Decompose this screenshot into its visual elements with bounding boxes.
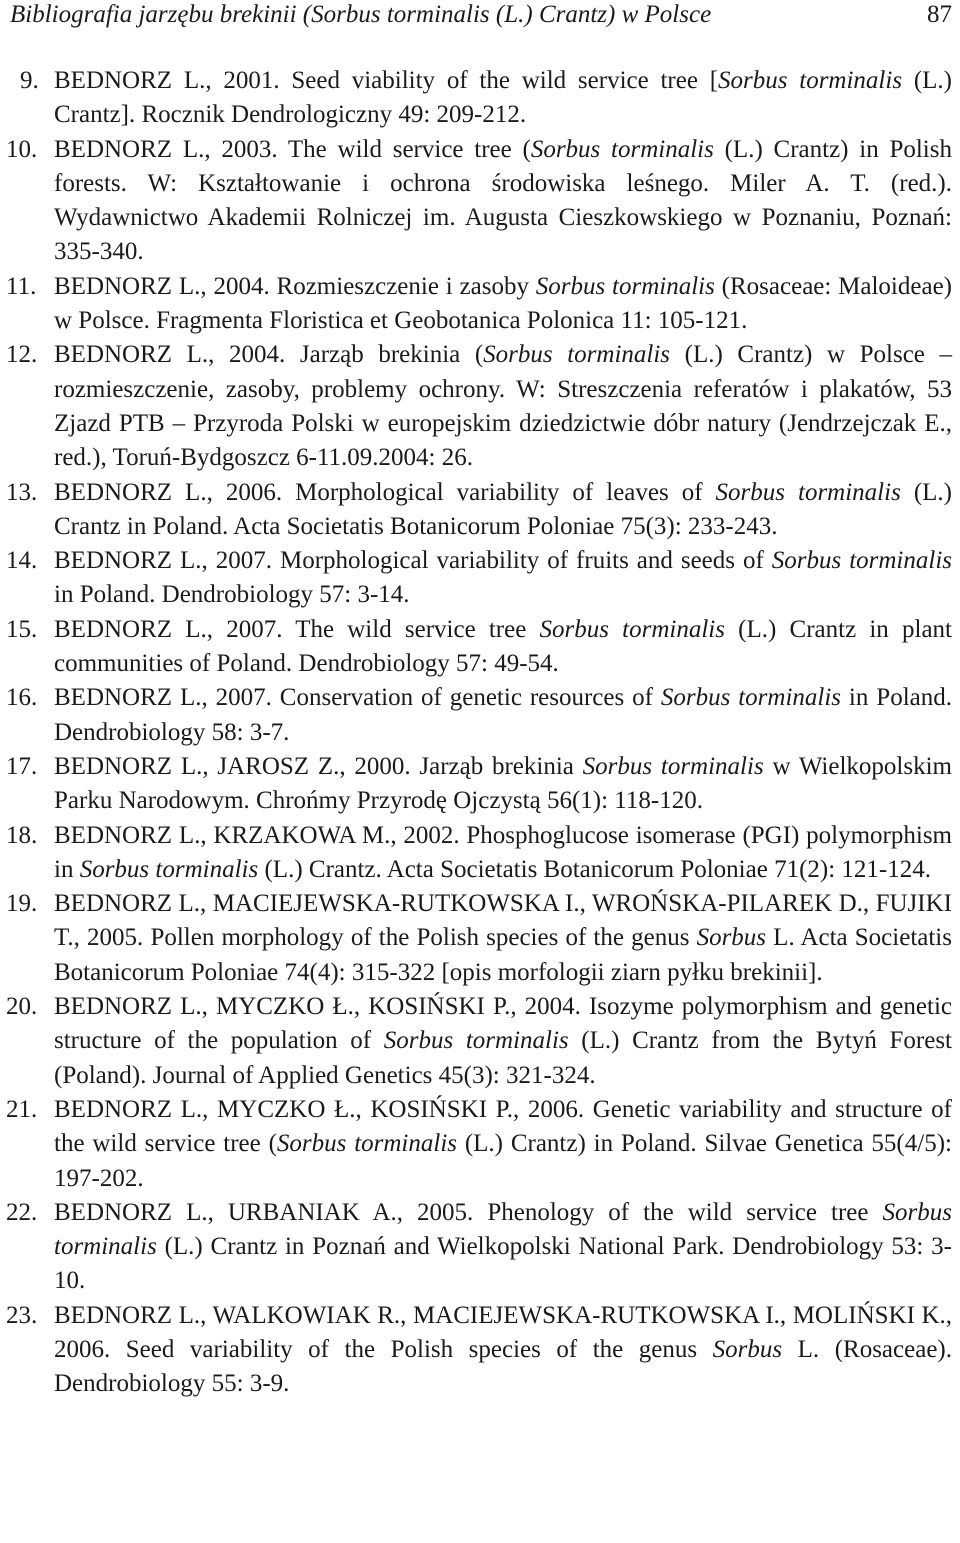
reference-number: 20. [6, 993, 38, 1021]
species-name: Sorbus torminalis [771, 547, 952, 575]
species-name: Sorbus torminalis [660, 684, 842, 712]
reference-entry [6, 990, 952, 1093]
species-name: Sorbus torminalis [715, 478, 901, 506]
reference-entry [6, 544, 952, 613]
reference-text: BEDNORZ L., MYCZKO Ł., KOSIŃSKI P., 2006. Genetic variability and structure of the wild service tree ( [54, 1095, 952, 1158]
reference-number: 16. [6, 684, 38, 712]
reference-number: 21. [6, 1095, 38, 1123]
reference-text: BEDNORZ L., 2003. The wild service tree ( [54, 135, 531, 163]
species-name: Sorbus torminalis [383, 1027, 569, 1055]
reference-text: BEDNORZ L., 2001. Seed viability of the wild service tree [ [54, 67, 719, 94]
reference-entry [6, 1196, 952, 1299]
species-name: Sorbus torminalis [535, 272, 715, 300]
reference-text: BEDNORZ L., 2006. Morphological variability of leaves of [54, 478, 716, 506]
running-header-title: Bibliografia jarzębu brekinii (Sorbus torminalis (L.) Crantz) w Polsce [10, 1, 712, 28]
reference-text: (L.) Crantz in Poznań and Wielkopolski National Park. Dendrobiology 53: 3-10. [54, 1233, 952, 1295]
reference-entry [6, 133, 952, 270]
reference-text: (L.) Crantz from the Bytyń Forest (Poland). Journal of Applied Genetics 45(3): 321-324. [54, 1027, 952, 1089]
reference-number: 18. [6, 821, 38, 849]
reference-number: 11. [6, 272, 37, 300]
reference-text: BEDNORZ L., MYCZKO Ł., KOSIŃSKI P., 2004. Isozyme polymorphism and genetic structure of the population of [54, 993, 952, 1055]
species-name: Sorbus torminalis [539, 615, 725, 643]
reference-text: BEDNORZ L., 2007. Conservation of genetic resources of [54, 684, 661, 712]
reference-entry [6, 613, 952, 682]
reference-number: 17. [6, 752, 38, 780]
reference-entry [6, 338, 952, 475]
species-name: Sorbus torminalis [483, 341, 671, 369]
running-header [10, 0, 952, 30]
reference-number: 9. [20, 67, 39, 94]
reference-text: BEDNORZ L., KRZAKOWA M., 2002. Phosphoglucose isomerase (PGI) polymorphism in [54, 821, 952, 883]
species-name: Sorbus [712, 1335, 783, 1363]
reference-entry [6, 476, 952, 545]
species-name: Sorbus torminalis [54, 1198, 952, 1261]
species-name: Sorbus torminalis [79, 855, 259, 883]
reference-text: BEDNORZ L., MACIEJEWSKA-RUTKOWSKA I., WROŃSKA-PILAREK D., FUJIKI T., 2005. Pollen morphology of the Polish species of the genus [54, 890, 952, 952]
reference-text: (L.) Crantz) w Polsce – rozmieszczenie, zasoby, problemy ochrony. W: Streszczenia referatów i plakatów, 53 Zjazd PTB – Przyroda Polski w europejskim dziedzictwie dóbr natury (Jendrzejczak E., red.), Toruń-Bydgoszcz 6-11.09.2004: 26. [54, 341, 952, 472]
reference-number: 19. [6, 890, 38, 918]
reference-number: 10. [6, 135, 38, 163]
reference-text: (L.) Crantz) in Polish forests. W: Kształtowanie i ochrona środowiska leśnego. Miler A. T. (red.). Wydawnictwo Akademii Rolniczej im. Augusta Cieszkowskiego w Poznaniu, Poznań: 335-340. [54, 135, 952, 266]
reference-entry [6, 270, 952, 339]
reference-text: BEDNORZ L., WALKOWIAK R., MACIEJEWSKA-RUTKOWSKA I., MOLIŃSKI K., 2006. Seed variability of the Polish species of the genus [54, 1301, 952, 1363]
reference-number: 14. [6, 547, 38, 575]
reference-text: w Wielkopolskim Parku Narodowym. Chrońmy Przyrodę Ojczystą 56(1): 118-120. [54, 752, 952, 815]
reference-text: BEDNORZ L., URBANIAK A., 2005. Phenology of the wild service tree [54, 1198, 883, 1226]
reference-text: (L.) Crantz) in Poland. Silvae Genetica 55(4/5): 197-202. [54, 1130, 952, 1192]
reference-text: BEDNORZ L., 2004. Jarząb brekinia ( [54, 341, 484, 369]
reference-entry [6, 1093, 952, 1196]
reference-text: BEDNORZ L., JAROSZ Z., 2000. Jarząb brekinia [54, 752, 583, 780]
reference-entry [6, 819, 952, 888]
reference-text: (L.) Crantz in plant communities of Poland. Dendrobiology 57: 49-54. [54, 615, 952, 678]
species-name: Sorbus torminalis [276, 1130, 457, 1158]
reference-text: (L.) Crantz. Acta Societatis Botanicorum Poloniae 71(2): 121-124. [258, 855, 931, 883]
reference-entry [6, 681, 952, 750]
reference-text: L. (Rosaceae). Dendrobiology 55: 3-9. [54, 1335, 952, 1398]
reference-number: 23. [6, 1301, 38, 1329]
reference-text: (Rosaceae: Maloideae) w Polsce. Fragmenta Floristica et Geobotanica Polonica 11: 105-121. [54, 272, 952, 335]
reference-entry [6, 887, 952, 990]
reference-text: in Poland. Dendrobiology 57: 3-14. [54, 581, 410, 609]
page-number: 87 [927, 1, 952, 28]
reference-text: BEDNORZ L., 2007. Morphological variability of fruits and seeds of [54, 547, 772, 575]
species-name: Sorbus [696, 924, 767, 952]
reference-text: (L.) Crantz in Poland. Acta Societatis Botanicorum Poloniae 75(3): 233-243. [54, 478, 952, 540]
species-name: Sorbus torminalis [530, 135, 714, 163]
reference-text: BEDNORZ L., 2007. The wild service tree [54, 615, 540, 643]
species-name: Sorbus torminalis [718, 67, 903, 94]
reference-entry [6, 64, 952, 133]
reference-text: L. Acta Societatis Botanicorum Poloniae 74(4): 315-322 [opis morfologii ziarn pyłku brekinii]. [54, 924, 952, 986]
reference-list [6, 64, 952, 1402]
reference-number: 22. [6, 1198, 38, 1226]
reference-number: 12. [6, 341, 38, 369]
reference-number: 13. [6, 478, 38, 506]
species-name: Sorbus torminalis [582, 752, 764, 780]
reference-number: 15. [6, 615, 38, 643]
reference-text: BEDNORZ L., 2004. Rozmieszczenie i zasoby [54, 272, 536, 300]
reference-entry [6, 1299, 952, 1402]
reference-entry [6, 750, 952, 819]
reference-text: in Poland. Dendrobiology 58: 3-7. [54, 684, 952, 746]
reference-text: (L.) Crantz]. Rocznik Dendrologiczny 49: 209-212. [54, 67, 952, 129]
